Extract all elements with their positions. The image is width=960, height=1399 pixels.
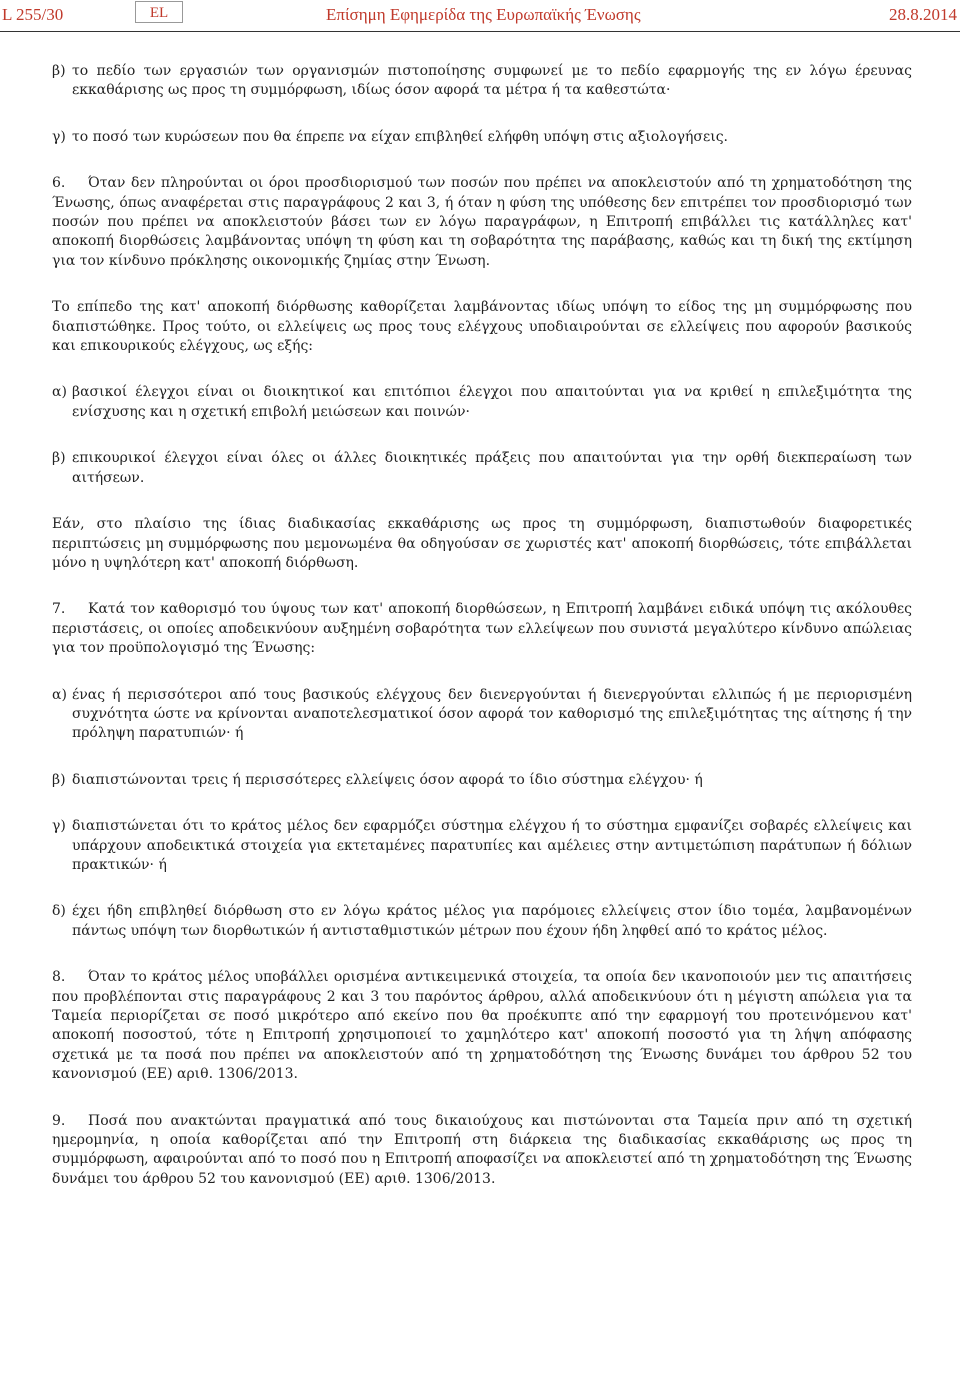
list-item	[52, 62, 912, 101]
list-item-text: ένας ή περισσότεροι από τους βασικούς ελέγχους δεν διενεργούνται ή διενεργούνται ελλιπώς ή με περιορισμένη συχνότητα ώστε να κρίνονται αναποτελεσματικοί όσον αφορά τον καθορισμό της επιλεξιμότητας της αίτησης ή την πρόληψη παρατυπιών· ή	[72, 686, 912, 742]
list-marker: δ)	[52, 903, 66, 920]
list-marker: β)	[52, 63, 66, 79]
list-item-text: το ποσό των κυρώσεων που θα έπρεπε να είχαν επιβληθεί ελήφθη υπόψη στις αξιολογήσεις.	[72, 128, 728, 145]
list-item	[52, 771, 912, 790]
list-item	[52, 449, 912, 488]
document-body	[52, 62, 912, 1216]
paragraph-number: 6.	[52, 175, 66, 192]
paragraph-number: 8.	[52, 969, 66, 986]
paragraph-text: Όταν το κράτος μέλος υποβάλλει ορισμένα αντικειμενικά στοιχεία, τα οποία δεν ικανοποιούν μεν τις απαιτήσεις που προβλέπονται στις παραγράφους 2 και 3 του παρόντος άρθρου, αλλά αποδεικνύουν ότι η μέγιστη απώλεια για τα Ταμεία περιορίζεται σε ποσό μικρότερο από εκείνο που θα προέκυπτε από την εφαρμογή του προτεινόμενου κατ' αποκοπή ποσοστού, τότε η Επιτροπή χρησιμοποιεί το χαμηλότερο κατ' αποκοπή ποσοστό για τη λήψη απόφασης σχετικά με τα ποσά που πρέπει να αποκλειστούν από τη χρηματοδότηση της Ένωσης δυνάμει του άρθρου 52 του κανονισμού (ΕΕ) αριθ. 1306/2013.	[52, 969, 912, 1083]
paragraph: Εάν, στο πλαίσιο της ίδιας διαδικασίας εκκαθάρισης ως προς τη συμμόρφωση, διαπιστωθούν διαφορετικές περιπτώσεις μη συμμόρφωσης που μεμονωμένα θα οδηγούσαν σε χωριστές κατ' αποκοπή διορθώσεις, τότε επιβάλλεται μόνο η υψηλότερη κατ' αποκοπή διόρθωση.	[52, 516, 912, 571]
list-item	[52, 817, 912, 875]
list-item-text: διαπιστώνονται τρεις ή περισσότερες ελλείψεις όσον αφορά το ίδιο σύστημα ελέγχου· ή	[72, 771, 703, 788]
paragraph-text: Κατά τον καθορισμό του ύψους των κατ' αποκοπή διορθώσεων, η Επιτροπή λαμβάνει ειδικά υπόψη τις ακόλουθες περιστάσεις, οι οποίες αποδεικνύουν αυξημένη σοβαρότητα των ελλείψεων που συνιστά μεγαλύτερο κίνδυνο απώλειας για τον προϋπολογισμό της Ένωσης:	[52, 601, 912, 657]
list-item-text: έχει ήδη επιβληθεί διόρθωση στο εν λόγω κράτος μέλος για παρόμοιες ελλείψεις στον ίδιο τομέα, λαμβανομένων πάντως υπόψη των διορθωτικών ή αντισταθμιστικών μέτρων που έχουν ήδη ληφθεί από το κράτος μέλος.	[72, 903, 912, 939]
page-header	[0, 0, 960, 32]
paragraph-number: 7.	[52, 601, 66, 618]
list-marker: β)	[52, 450, 66, 467]
series-number: L 255/30	[2, 5, 64, 24]
paragraph-text: Όταν δεν πληρούνται οι όροι προσδιορισμού των ποσών που πρέπει να αποκλειστούν από τη χρηματοδότηση της Ένωσης, όπως αναφέρεται στις παραγράφους 2 και 3, ή όταν η φύση της υπόθεσης δεν επιτρέπει τον προσδιορισμό των ποσών που πρέπει να αποκλειστούν βάσει των εν λόγω παραγράφων, η Επιτροπή επιβάλλει τις κατάλληλες κατ' αποκοπή διορθώσεις λαμβάνοντας υπόψη τη φύση και τη σοβαρότητα της παράβασης, καθώς και τη δική της εκτίμηση για τον κίνδυνο πρόκλησης οικονομικής ζημίας στην Ένωση.	[52, 175, 912, 269]
list-marker: α)	[52, 686, 67, 703]
numbered-paragraph	[52, 600, 912, 658]
list-item-text: βασικοί έλεγχοι είναι οι διοικητικοί και επιτόπιοι έλεγχοι που απαιτούνται για να κριθεί η επιλεξιμότητα της ενίσχυσης και η σχετική επιβολή μειώσεων και ποινών·	[72, 384, 912, 420]
list-item	[52, 383, 912, 422]
journal-title: Επίσημη Εφημερίδα της Ευρωπαϊκής Ένωσης	[326, 5, 641, 24]
list-item-text: το πεδίο των εργασιών των οργανισμών πιστοποίησης συμφωνεί με το πεδίο εφαρμογής της εν λόγω έρευνας εκκαθάρισης ως προς τη συμμόρφωση, ιδίως όσον αφορά τα μέτρα ή τα καθεστώτα·	[72, 63, 912, 99]
list-item	[52, 128, 912, 147]
list-item-text: επικουρικοί έλεγχοι είναι όλες οι άλλες διοικητικές πράξεις που απαιτούνται για την ορθή διεκπεραίωση των αιτήσεων.	[72, 450, 912, 486]
language-badge: EL	[135, 1, 183, 23]
numbered-paragraph	[52, 174, 912, 271]
list-marker: γ)	[52, 818, 66, 835]
list-item	[52, 902, 912, 941]
paragraph: Το επίπεδο της κατ' αποκοπή διόρθωσης καθορίζεται λαμβάνοντας ιδίως υπόψη το είδος της μη συμμόρφωσης που διαπιστώθηκε. Προς τούτο, οι ελλείψεις ως προς τους ελέγχους υποδιαιρούνται σε ελλείψεις που αφορούν βασικούς και επικουρικούς ελέγχους, ως εξής:	[52, 299, 912, 355]
list-marker: γ)	[52, 128, 66, 145]
issue-date: 28.8.2014	[889, 5, 957, 24]
paragraph-number: 9.	[52, 1112, 66, 1129]
list-item	[52, 686, 912, 744]
numbered-paragraph	[52, 968, 912, 1084]
list-marker: α)	[52, 384, 67, 401]
list-marker: β)	[52, 771, 66, 788]
numbered-paragraph	[52, 1112, 912, 1190]
list-item-text: διαπιστώνεται ότι το κράτος μέλος δεν εφαρμόζει σύστημα ελέγχου ή το σύστημα εμφανίζει σοβαρές ελλείψεις και υπάρχουν αποδεικτικά στοιχεία για εκτεταμένες παρατυπίες και αμέλειες στην αντιμετώπιση παράτυπων ή δόλιων πρακτικών· ή	[72, 818, 912, 873]
paragraph-text: Ποσά που ανακτώνται πραγματικά από τους δικαιούχους και πιστώνονται στα Ταμεία πριν από τη σχετική ημερομηνία, η οποία καθορίζεται από την Επιτροπή στη διάρκεια της διαδικασίας εκκαθάρισης ως προς τη συμμόρφωση, αφαιρούνται από το ποσό που η Επιτροπή αποφασίζει να αποκλειστεί από τη χρηματοδότηση της Ένωσης δυνάμει του άρθρου 52 του κανονισμού (ΕΕ) αριθ. 1306/2013.	[52, 1112, 912, 1187]
